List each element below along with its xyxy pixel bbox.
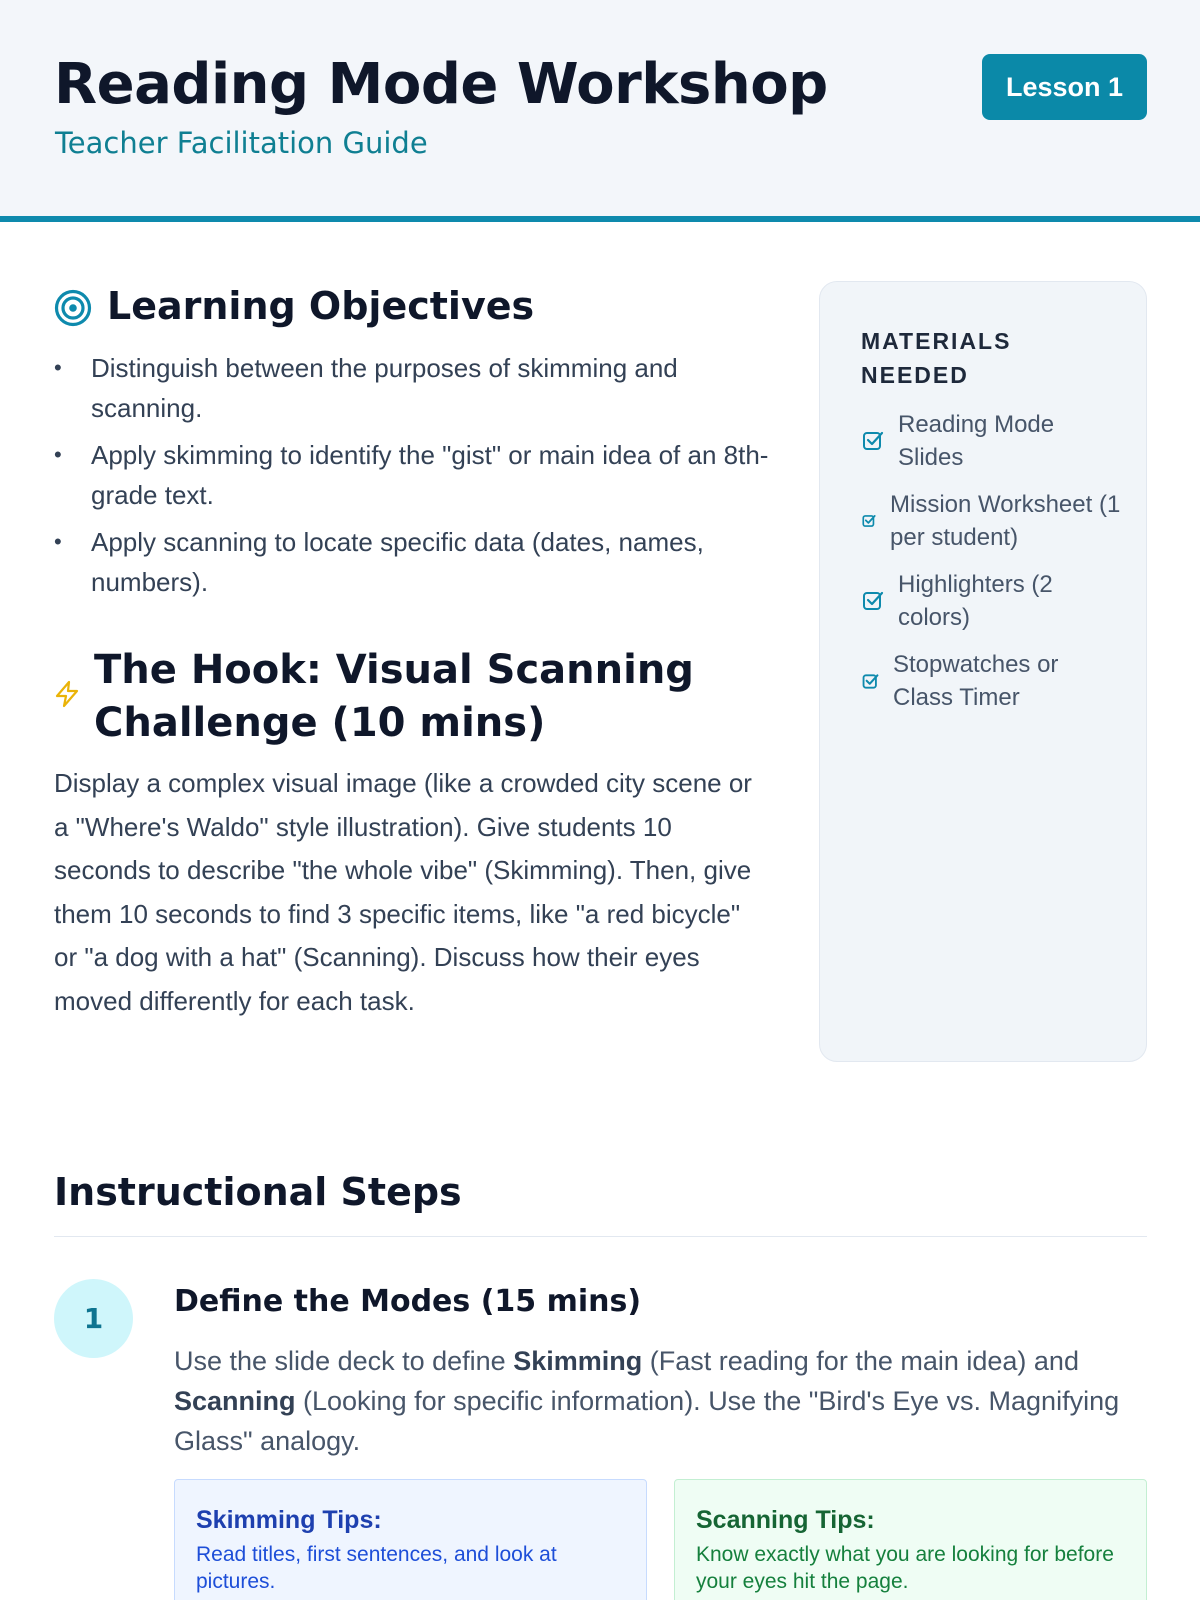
material-label: Mission Worksheet (1 per student)	[890, 491, 1121, 551]
steps-heading: Instructional Steps	[54, 1170, 462, 1214]
page-header	[0, 0, 1200, 222]
material-label: Reading Mode Slides	[898, 411, 1055, 471]
checkbox-icon	[862, 430, 884, 452]
checkbox-icon	[862, 590, 884, 612]
material-label: Highlighters (2 colors)	[898, 571, 1053, 631]
term-scanning: Scanning	[174, 1386, 296, 1416]
page-title: Reading Mode Workshop	[54, 52, 828, 117]
hook-heading: The Hook: Visual Scanning Challenge (10 mins)	[94, 647, 694, 746]
objective-item: • Distinguish between the purposes of skimming and scanning.	[54, 348, 774, 428]
material-item	[862, 648, 1087, 714]
step-text-segment: Use the slide deck to define	[174, 1346, 514, 1376]
material-label: Stopwatches or Class Timer	[893, 651, 1059, 711]
divider	[54, 1236, 1147, 1237]
objective-item: • Apply skimming to identify the "gist" or main idea of an 8th-grade text.	[54, 435, 774, 515]
step-title: Define the Modes (15 mins)	[174, 1284, 642, 1319]
step-description	[174, 1341, 1149, 1461]
scanning-tips-text: Know exactly what you are looking for before your eyes hit the page.	[696, 1543, 1114, 1593]
checkbox-icon	[862, 673, 879, 690]
objective-item: • Apply scanning to locate specific data (dates, names, numbers).	[54, 522, 774, 602]
material-item	[862, 568, 1082, 634]
term-skimming: Skimming	[513, 1346, 643, 1376]
page-subtitle: Teacher Facilitation Guide	[55, 126, 428, 160]
step-text-segment: (Fast reading for the main idea) and	[642, 1346, 1079, 1376]
lesson-badge: Lesson 1	[982, 54, 1147, 120]
hook-description: Display a complex visual image (like a crowded city scene or a "Where's Waldo" style illustration). Give students 10 seconds to describe "the whole vibe" (Skimming). Then, give them 10 seconds to find 3 specific items, like "a red bicycle" or "a dog with a hat" (Scanning). Discuss how their eyes moved differently for each task.	[54, 768, 752, 1016]
step-text-segment: (Looking for specific information). Use the "Bird's Eye vs. Magnifying Glass" analogy.	[174, 1386, 1120, 1456]
objectives-heading: Learning Objectives	[107, 284, 535, 328]
skimming-tips-box	[174, 1479, 647, 1600]
material-item	[862, 408, 1082, 474]
objectives-list	[54, 348, 774, 609]
step-number: 1	[54, 1279, 133, 1358]
skimming-tips-text: Read titles, first sentences, and look at pictures.	[196, 1543, 557, 1593]
target-icon	[54, 289, 92, 327]
lightning-icon	[54, 680, 80, 708]
scanning-tips-box	[674, 1479, 1147, 1600]
materials-panel	[819, 281, 1147, 1062]
scanning-tips-title: Scanning Tips:	[696, 1506, 875, 1534]
material-item	[862, 488, 1132, 554]
skimming-tips-title: Skimming Tips:	[196, 1506, 382, 1534]
checkbox-icon	[862, 514, 876, 528]
materials-heading: MATERIALS NEEDED	[861, 328, 1012, 388]
